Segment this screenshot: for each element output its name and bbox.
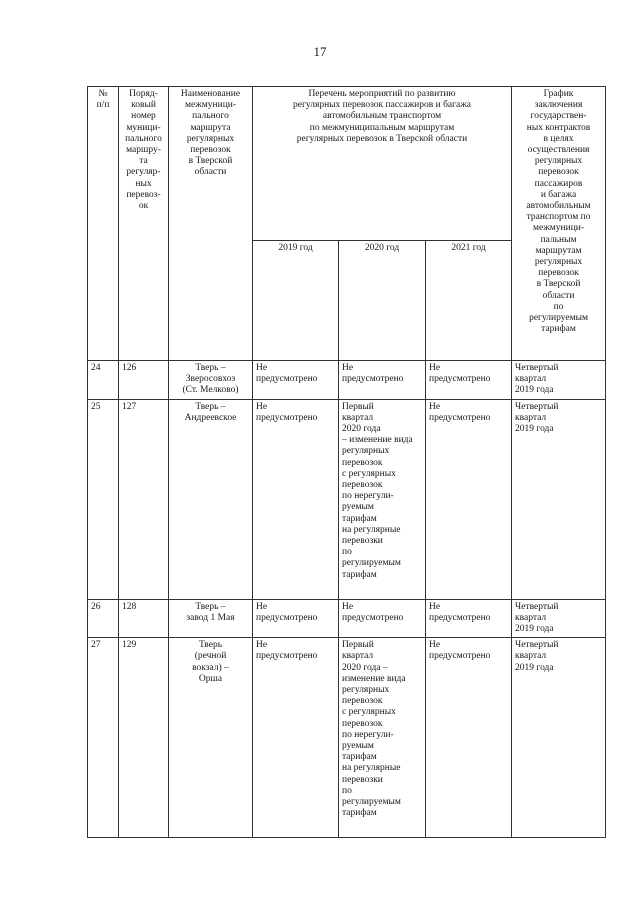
header-route-number: Поряд- ковый номер муници- пального маршру- та регуляр- ных перевоз- ок [119,87,169,361]
header-measures: Перечень мероприятий по развитию регулярных перевозок пассажиров и багажа автомобильным транспортом по межмуниципальным маршрутам регулярных перевозок в Тверской области [253,87,512,241]
row-2021: Не предусмотрено [426,638,512,838]
header-year-2021: 2021 год [426,241,512,361]
header-route-name: Наименование межмуници- пального маршрута регулярных перевозок в Тверской области [169,87,253,361]
row-route-name: Тверь (речной вокзал) – Орша [169,638,253,838]
row-2021: Не предусмотрено [426,399,512,599]
header-num: № п/п [88,87,119,361]
row-2021: Не предусмотрено [426,599,512,638]
row-num: 25 [88,399,119,599]
row-2019: Не предусмотрено [253,599,339,638]
header-year-2019: 2019 год [253,241,339,361]
row-2020: Не предусмотрено [339,599,426,638]
row-2020: Первый квартал 2020 года – изменение вида регулярных перевозок с регулярных перевозок по нерегули- руемым тарифам на регулярные перевозки по регулируемым тарифам [339,399,426,599]
row-2019: Не предусмотрено [253,399,339,599]
row-route-name: Тверь – Зверосовхоз (Ст. Мелково) [169,361,253,400]
row-schedule: Четвертый квартал 2019 года [512,361,606,400]
table-row [88,399,606,599]
row-2020: Не предусмотрено [339,361,426,400]
header-year-2020: 2020 год [339,241,426,361]
row-route-number: 126 [119,361,169,400]
routes-table [87,86,606,838]
table-row [88,361,606,400]
row-2020: Первый квартал 2020 года – изменение вида регулярных перевозок с регулярных перевозок по нерегули- руемым тарифам на регулярные перевозки по регулируемым тарифам [339,638,426,838]
row-2019: Не предусмотрено [253,638,339,838]
page-number: 17 [313,44,327,59]
row-route-number: 129 [119,638,169,838]
row-num: 24 [88,361,119,400]
row-route-number: 128 [119,599,169,638]
table-row [88,638,606,838]
row-num: 27 [88,638,119,838]
row-schedule: Четвертый квартал 2019 года [512,599,606,638]
row-schedule: Четвертый квартал 2019 года [512,638,606,838]
row-2019: Не предусмотрено [253,361,339,400]
row-route-number: 127 [119,399,169,599]
row-2021: Не предусмотрено [426,361,512,400]
row-route-name: Тверь – Андреевское [169,399,253,599]
table-row [88,599,606,638]
header-schedule: График заключения государствен- ных контрактов в целях осуществления регулярных перевозок пассажиров и багажа автомобильным транспортом по межмуници- пальным маршрутам регулярных перевозок в Тверской области по регулируемым тарифам [512,87,606,361]
row-schedule: Четвертый квартал 2019 года [512,399,606,599]
row-num: 26 [88,599,119,638]
row-route-name: Тверь – завод 1 Мая [169,599,253,638]
